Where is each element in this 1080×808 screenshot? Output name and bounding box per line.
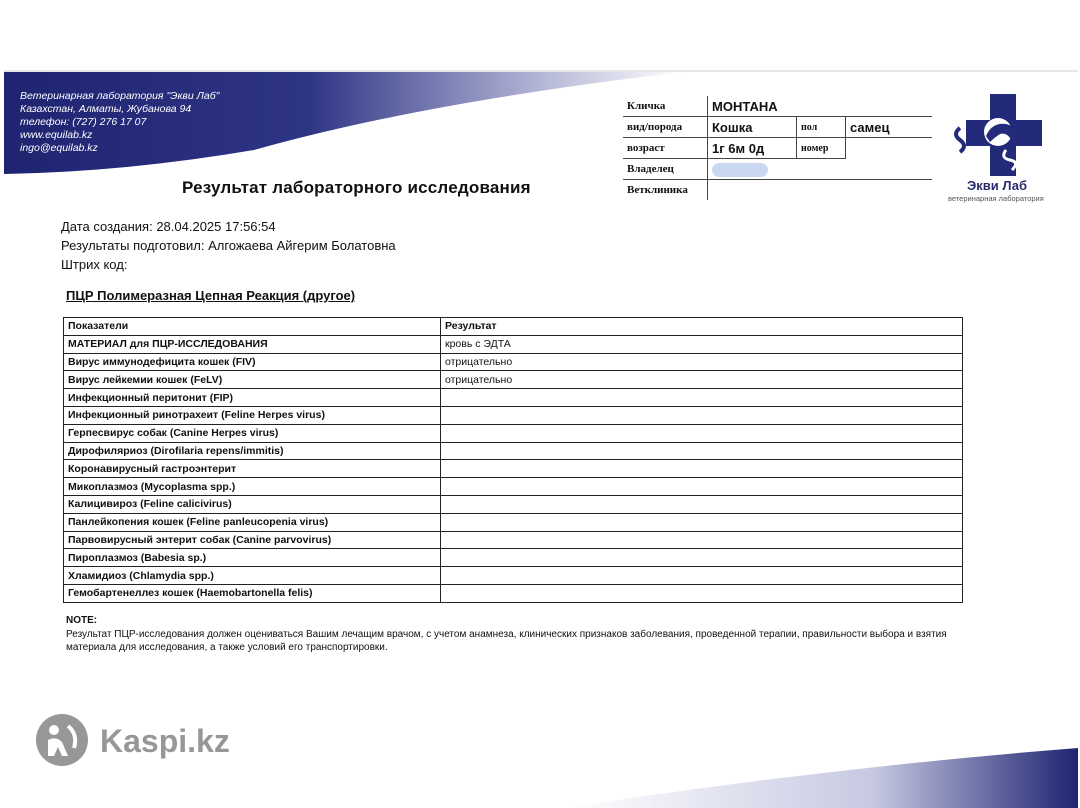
owner-label: Владелец — [623, 159, 708, 180]
table-row — [64, 460, 963, 478]
number-label: номер — [797, 138, 846, 159]
clinic-label: Ветклиника — [627, 184, 688, 196]
row-result — [441, 442, 963, 460]
row-result — [441, 567, 963, 585]
created-date: Дата создания: 28.04.2025 17:56:54 — [61, 219, 276, 234]
table-row — [64, 424, 963, 442]
logo-subtitle: ветеринарная лаборатория — [948, 194, 1044, 203]
header-result: Результат — [441, 318, 963, 336]
report-sheet — [4, 70, 1078, 808]
row-result — [441, 584, 963, 602]
row-name: Дирофиляриоз (Dirofilaria repens/immitis) — [64, 442, 441, 460]
row-name: Коронавирусный гастроэнтерит — [64, 460, 441, 478]
table-row — [64, 549, 963, 567]
age: 1г 6м 0д — [708, 138, 797, 159]
row-result — [441, 406, 963, 424]
table-row — [64, 335, 963, 353]
note-text: Результат ПЦР-исследования должен оцениваться Вашим лечащим врачом, с учетом анамнеза, клинических признаков заболевания, проведенной терапии, правильности выбора и взятия материала для исследования, а также условий его транспортировки. — [66, 629, 947, 653]
row-name: Инфекционный перитонит (FIP) — [64, 389, 441, 407]
note-heading: NOTE: — [66, 615, 98, 626]
row-name: МАТЕРИАЛ для ПЦР-ИССЛЕДОВАНИЯ — [64, 335, 441, 353]
pet-name: МОНТАНА — [708, 96, 933, 117]
header-indicators: Показатели — [64, 318, 441, 336]
row-name: Герпесвирус собак (Canine Herpes virus) — [64, 424, 441, 442]
row-result — [441, 389, 963, 407]
row-name: Калицивироз (Feline calicivirus) — [64, 495, 441, 513]
row-name: Парвовирусный энтерит собак (Canine parvovirus) — [64, 531, 441, 549]
lab-address: Казахстан, Алматы, Жубанова 94 — [20, 103, 192, 115]
row-name: Панлейкопения кошек (Feline panleucopenia virus) — [64, 513, 441, 531]
table-row — [64, 513, 963, 531]
pet-info-table — [623, 96, 932, 200]
row-name: Микоплазмоз (Mycoplasma spp.) — [64, 478, 441, 496]
age-label: возраст — [623, 138, 708, 159]
owner-value — [708, 159, 933, 180]
lab-phone: телефон: (727) 276 17 07 — [20, 116, 147, 128]
table-row — [64, 531, 963, 549]
table-row — [64, 371, 963, 389]
report-title: Результат лабораторного исследования — [182, 178, 531, 197]
pet-name-label: Кличка — [623, 96, 708, 117]
row-name: Вирус лейкемии кошек (FeLV) — [64, 371, 441, 389]
row-result — [441, 531, 963, 549]
table-row — [64, 478, 963, 496]
table-row — [64, 495, 963, 513]
row-name: Пироплазмоз (Babesia sp.) — [64, 549, 441, 567]
row-result: отрицательно — [441, 353, 963, 371]
sex: самец — [846, 117, 933, 138]
barcode-label: Штрих код: — [61, 257, 128, 272]
kaspi-logo-icon — [34, 712, 90, 768]
row-result — [441, 549, 963, 567]
section-title: ПЦР Полимеразная Цепная Реакция (другое) — [66, 288, 356, 303]
row-result — [441, 460, 963, 478]
row-result: кровь с ЭДТА — [441, 335, 963, 353]
table-row — [64, 389, 963, 407]
table-row — [64, 353, 963, 371]
row-result: отрицательно — [441, 371, 963, 389]
row-result — [441, 478, 963, 496]
logo-name: Экви Лаб — [967, 178, 1028, 193]
row-result — [441, 495, 963, 513]
row-name: Инфекционный ринотрахеит (Feline Herpes virus) — [64, 406, 441, 424]
clinic-value — [708, 180, 933, 201]
lab-name: Ветеринарная лаборатория "Экви Лаб" — [20, 90, 220, 102]
table-row — [64, 584, 963, 602]
species: Кошка — [708, 117, 797, 138]
prepared-by: Результаты подготовил: Алгожаева Айгерим Болатовна — [61, 238, 396, 253]
results-table — [63, 317, 963, 603]
row-name: Вирус иммунодефицита кошек (FIV) — [64, 353, 441, 371]
species-label: вид/порода — [623, 117, 708, 138]
row-name: Хламидиоз (Chlamydia spp.) — [64, 567, 441, 585]
row-result — [441, 424, 963, 442]
table-row — [64, 406, 963, 424]
redacted-blur — [712, 163, 768, 177]
row-name: Гемобартенеллез кошек (Haemobartonella felis) — [64, 584, 441, 602]
number — [846, 138, 933, 159]
lab-email: ingo@equilab.kz — [20, 142, 98, 154]
kaspi-watermark: Kaspi.kz — [100, 723, 230, 759]
table-row — [64, 442, 963, 460]
report-meta — [61, 217, 396, 274]
table-header-row — [64, 318, 963, 336]
sex-label: пол — [797, 117, 846, 138]
row-result — [441, 513, 963, 531]
table-row — [64, 567, 963, 585]
lab-website: www.equilab.kz — [20, 129, 93, 141]
lab-info — [20, 90, 219, 155]
